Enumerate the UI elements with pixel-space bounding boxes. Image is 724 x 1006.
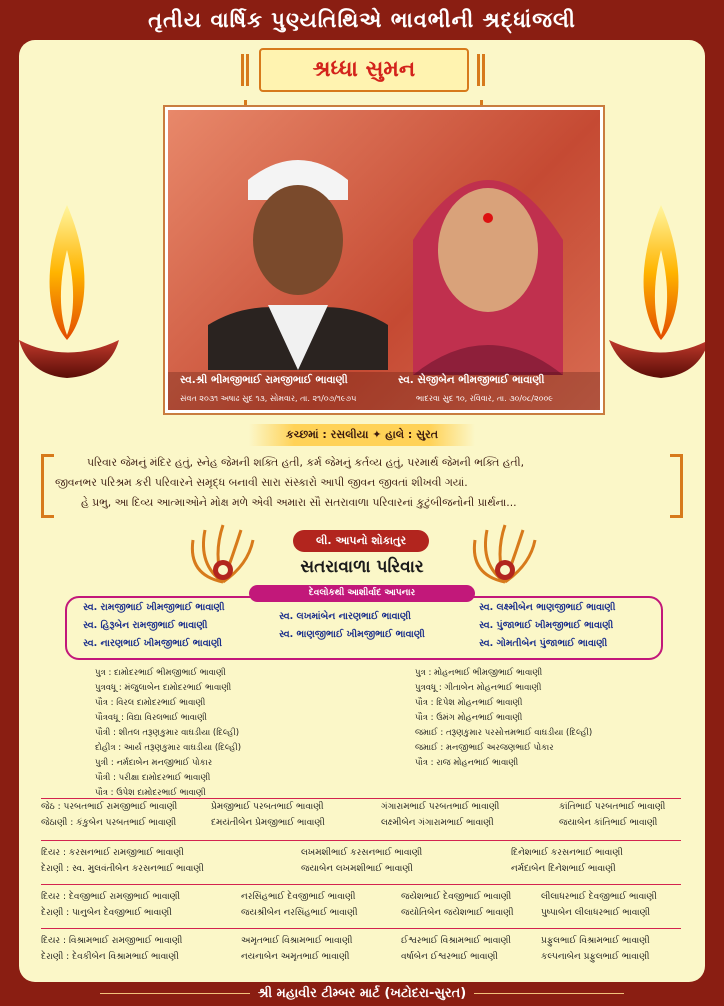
family-member: કલ્પનાબેન પ્રફુલભાઈ ભાવાણી — [541, 952, 650, 962]
family-member: જયાબેન લખમશીભાઈ ભાવાણી — [301, 864, 413, 874]
family-member: જયેશભાઈ દેવજીભાઈ ભાવાણી — [401, 892, 512, 902]
right-person-name: સ્વ. સેજીબેન ભીમજીભાઈ ભાવાણી — [398, 374, 545, 386]
family-member: જયોતિબેન જયેશભાઈ ભાવાણી — [401, 908, 514, 918]
banner-title: શ્રધ્ધા સુમન — [312, 57, 416, 82]
left-bracket — [41, 454, 54, 518]
relative-entry: પુત્રવધૂ : ગીતાબેન મોહનભાઈ ભાવાણી — [415, 683, 542, 693]
family-member: દેરાણી : સ્વ. મુલવંતીબેન કરસનભાઈ ભાવાણી — [41, 864, 204, 874]
relative-entry: પુત્ર : મોહનભાઈ ભીમજીભાઈ ભાવાણી — [415, 668, 543, 678]
relative-entry: જમાઈ : તરૂણકુમાર પરસોત્તમભાઈ વાઘડીયા (દિલ્હી) — [415, 728, 593, 738]
family-member: જયશ્રીબેન નરસિંહભાઈ ભાવાણી — [241, 908, 358, 918]
footer — [0, 982, 724, 1006]
footer-line-right — [474, 993, 624, 994]
header-title: તૃતીય વાર્ષિક પુણ્યતિથિએ ભાવભીની શ્રદ્ધાંજલી — [148, 8, 576, 32]
blessing-name: સ્વ. હિરૂબેન રામજીભાઈ ભાવાણી — [83, 620, 208, 631]
blessing-name: સ્વ. પુંજાભાઈ ખીમજીભાઈ ભાવાણી — [479, 620, 614, 631]
relative-entry: દોહીત્ર : આર્ય તરૂણકુમાર વાઘડીયા (દિલ્હી) — [95, 743, 242, 753]
family-member: ગંગારામભાઈ પરબતભાઈ ભાવાણી — [381, 802, 500, 812]
family-name: સતરાવાળા પરિવાર — [300, 557, 424, 577]
divider — [41, 840, 681, 841]
tribute-message — [41, 454, 683, 514]
relative-entry: પૌત્રી : શીતલ તરૂણકુમાર વાઘડીયા (દિલ્હી) — [95, 728, 240, 738]
message-line-3: હે પ્રભુ, આ દિવ્ય આત્માઓને મોક્ષ મળે એવી અમારા સૌ સતરાવાળા પરિવારનાં કુટુંબીજનોની પ્રાર્થના... — [81, 496, 517, 509]
memorial-panel — [19, 40, 705, 982]
family-member: વર્ષાબેન ઈશ્વરભાઈ ભાવાણી — [401, 952, 498, 962]
from-label: લી. આપનો શોકાતુર — [293, 530, 429, 552]
relative-entry: પુત્રવધૂ : મંજુલાબેન દામોદરભાઈ ભાવાણી — [95, 683, 232, 693]
right-bracket — [670, 454, 683, 518]
family-member: જેઠ : પરબતભાઈ રામજીભાઈ ભાવાણી — [41, 802, 178, 812]
left-person-date: સંવત ૨૦૩૧ અષાઢ સુદ ૧૩, સોમવાર, તા. ૨૧/૦૭/૧૯૭૫ — [180, 394, 357, 403]
family-member: દેરાણી : દેવકીબેન વિશ્રામભાઈ ભાવાણી — [41, 952, 179, 962]
family-member: દિયર : વિશ્રામભાઈ રામજીભાઈ ભાવાણી — [41, 936, 183, 946]
family-member: દિયર : દેવજીભાઈ રામજીભાઈ ભાવાણી — [41, 892, 181, 902]
family-member: નયનાબેન અમૃતભાઈ ભાવાણી — [241, 952, 350, 962]
footer-line-left — [100, 993, 250, 994]
family-member: પ્રફુલભાઈ વિશ્રામભાઈ ભાવાણી — [541, 936, 650, 946]
family-member: દિનેશભાઈ કરસનભાઈ ભાવાણી — [511, 848, 623, 858]
blessing-name: સ્વ. લક્ષ્મીબેન ભાણજીભાઈ ભાવાણી — [479, 602, 616, 613]
left-diya-lamp-icon — [19, 190, 129, 390]
divider — [41, 884, 681, 885]
family-member: પ્રેમજીભાઈ પરબતભાઈ ભાવાણી — [211, 802, 324, 812]
right-diya-lamp-icon — [599, 190, 705, 390]
family-member: નરસિંહભાઈ દેવજીભાઈ ભાવાણી — [241, 892, 356, 902]
banner-right-ornament — [475, 54, 489, 86]
family-member: ઈશ્વરભાઈ વિશ્રામભાઈ ભાવાણી — [401, 936, 511, 946]
relative-entry: પૌત્રી : પરીક્ષા દામોદરભાઈ ભાવાણી — [95, 773, 211, 783]
photo-caption — [168, 372, 600, 410]
banner-left-ornament — [239, 54, 253, 86]
divider — [41, 798, 681, 799]
native-place: કચ્છમાં : રસલીયા ✦ હાલે : સુરત — [249, 424, 475, 446]
right-person-date: ભાદરવા સુદ ૧૦, રવિવાર, તા. ૩૦/૦૮/૨૦૦૯ — [416, 394, 554, 403]
couple-photo — [165, 107, 603, 413]
left-peacock-ornament-icon — [183, 520, 263, 590]
relative-entry: પૌત્ર : વિરલ દામોદરભાઈ ભાવાણી — [95, 698, 206, 708]
family-member: લખમશીભાઈ કરસનભાઈ ભાવાણી — [301, 848, 423, 858]
relative-entry: પૌત્ર : ઉમંગ મોહનભાઈ ભાવાણી — [415, 713, 523, 723]
shraddha-suman-banner — [259, 48, 469, 92]
family-member: કાંતિભાઈ પરબતભાઈ ભાવાણી — [559, 802, 666, 812]
left-person-name: સ્વ.શ્રી ભીમજીભાઈ રામજીભાઈ ભાવાણી — [180, 374, 348, 386]
man-portrait — [208, 140, 388, 370]
blessing-name: સ્વ. લખમાંબેન નારણભાઈ ભાવાણી — [279, 611, 411, 622]
blessing-name: સ્વ. ગોમતીબેન પુંજાભાઈ ભાવાણી — [479, 638, 608, 649]
divider — [41, 928, 681, 929]
relative-entry: પૌત્રવધૂ : વિદ્યા વિરલભાઈ ભાવાણી — [95, 713, 207, 723]
relative-entry: પુત્ર : દામોદરભાઈ ભીમજીભાઈ ભાવાણી — [95, 668, 226, 678]
family-member: જેઠાણી : કંકુબેન પરબતભાઈ ભાવાણી — [41, 818, 177, 828]
relative-entry: પૌત્ર : દિપેશ મોહનભાઈ ભાવાણી — [415, 698, 523, 708]
relative-entry: જમાઈ : મનજીભાઈ અરજણભાઈ પોકાર — [415, 743, 554, 753]
message-line-1: પરિવાર જેમનું મંદિર હતું, સ્નેહ જેમની શક્તિ હતી, કર્મ જેમનું કર્તવ્ય હતું, પરમાર્થ જેમની ભક્તિ હતી, — [87, 456, 525, 469]
family-member: લક્ષ્મીબેન ગંગારામભાઈ ભાવાણી — [381, 818, 494, 828]
family-member: અમૃતભાઈ વિશ્રામભાઈ ભાવાણી — [241, 936, 353, 946]
woman-portrait — [393, 130, 583, 375]
family-member: જયાબેન કાંતિભાઈ ભાવાણી — [559, 818, 658, 828]
relative-entry: પૌત્ર : રાજ મોહનભાઈ ભાવાણી — [415, 758, 519, 768]
family-member: દિયર : કરસનભાઈ રામજીભાઈ ભાવાણી — [41, 848, 184, 858]
family-member: દેરાણી : પાનુબેન દેવજીભાઈ ભાવાણી — [41, 908, 172, 918]
blessing-name: સ્વ. રામજીભાઈ ખીમજીભાઈ ભાવાણી — [83, 602, 225, 613]
family-member: નર્મદાબેન દિનેશભાઈ ભાવાણી — [511, 864, 616, 874]
message-line-2: જીવનભર પરિશ્રમ કરી પરિવારને સમૃદ્ધ બનાવી સારા સંસ્કારો આપી જીવન જીવતાં શીખવી ગયાં. — [55, 476, 468, 489]
family-member: પુષ્પાબેન લીલાધરભાઈ ભાવાણી — [541, 908, 651, 918]
relative-entry: પુત્રી : નર્મદાબેન મનજીભાઈ પોકાર — [95, 758, 213, 768]
right-peacock-ornament-icon — [465, 520, 545, 590]
blessing-name: સ્વ. ભાણજીભાઈ ખીમજીભાઈ ભાવાણી — [279, 629, 425, 640]
footer-sponsor: શ્રી મહાવીર ટીમ્બર માર્ટ (ખટોદરા-સુરત) — [257, 986, 467, 1001]
blessings-label: દેવલોકથી આશીર્વાદ આપનાર — [249, 585, 475, 602]
blessings-box — [65, 596, 663, 660]
blessing-name: સ્વ. નારણભાઈ ખીમજીભાઈ ભાવાણી — [83, 638, 222, 649]
family-member: લીલાધરભાઈ દેવજીભાઈ ભાવાણી — [541, 892, 657, 902]
family-member: દમયંતીબેન પ્રેમજીભાઈ ભાવાણી — [211, 818, 325, 828]
relative-entry: પૌત્ર : ઉપેશ દામોદરભાઈ ભાવાણી — [95, 788, 206, 798]
